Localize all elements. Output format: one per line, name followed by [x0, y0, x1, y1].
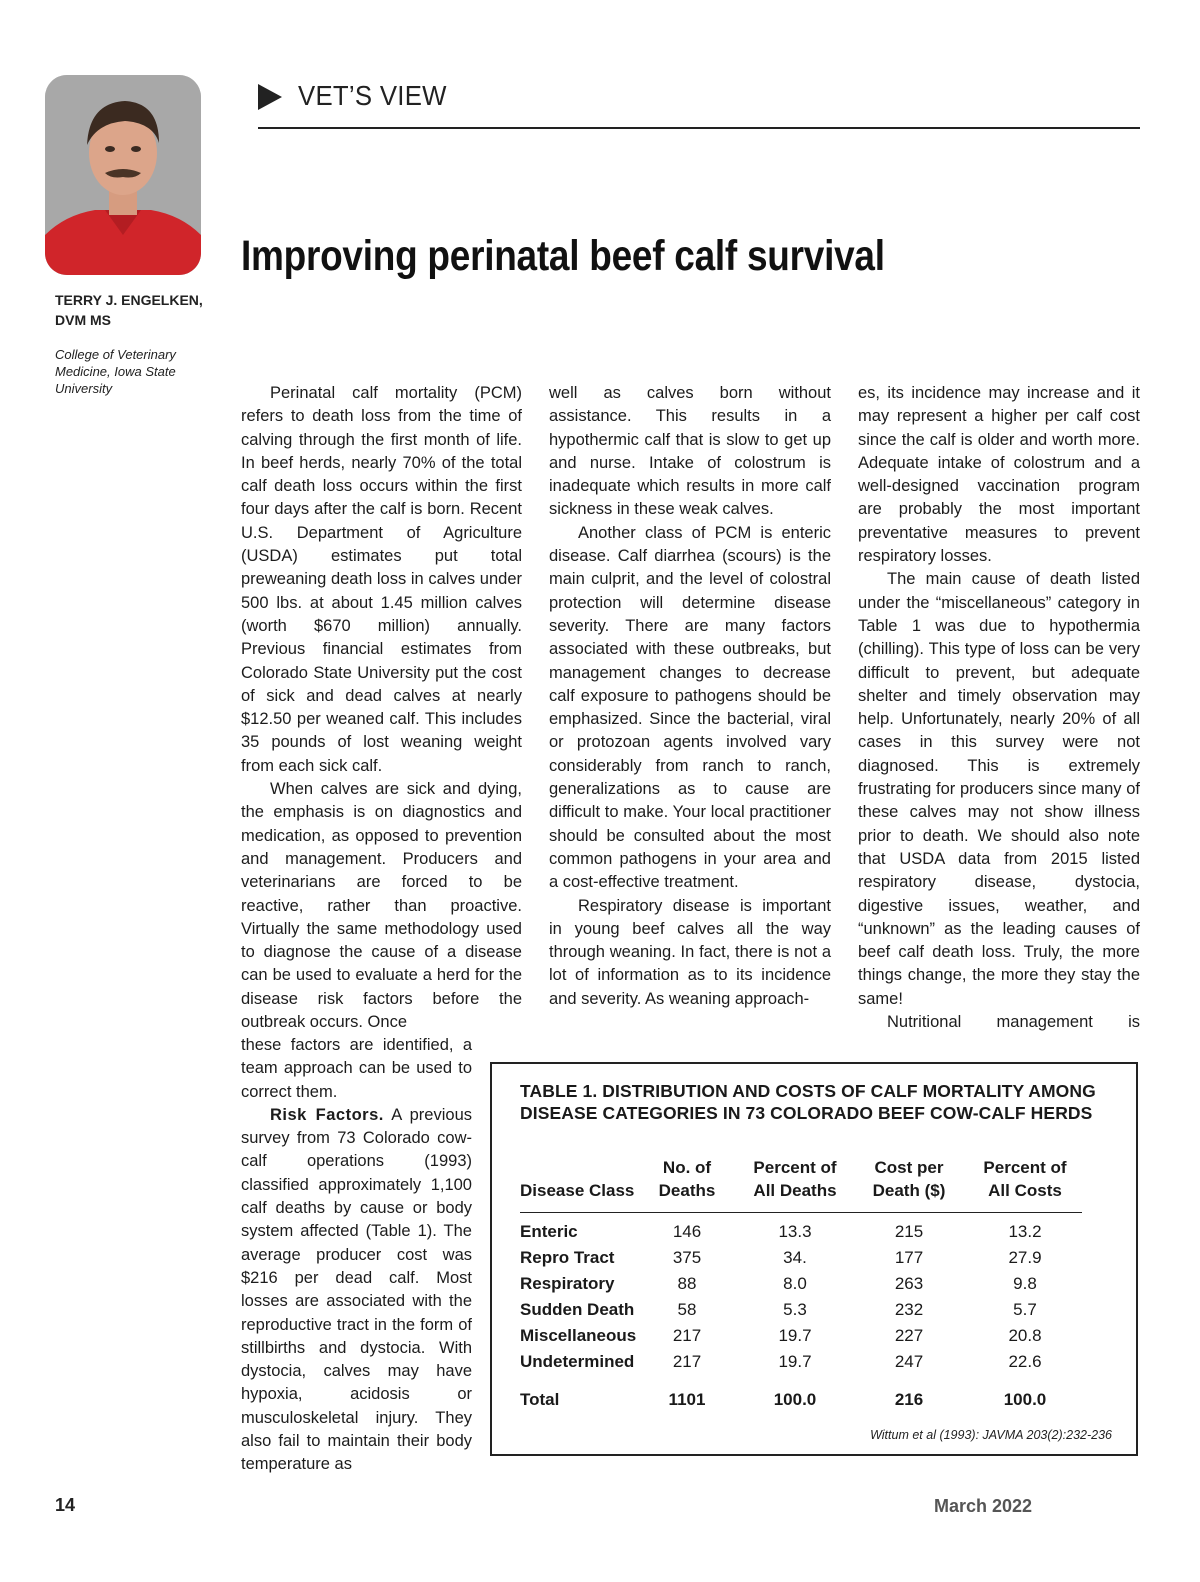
table-header-disease-class — [520, 1156, 646, 1202]
table-cell-label: Repro Tract — [520, 1248, 615, 1267]
issue-date: March 2022 — [934, 1496, 1033, 1516]
table-cell-value: 22.6 — [1008, 1352, 1042, 1371]
table-cell-value: 13.2 — [1008, 1222, 1042, 1241]
section-label: VET’S VIEW — [298, 80, 447, 111]
table-header-percent-deaths — [740, 1156, 850, 1202]
table-divider — [520, 1212, 1082, 1213]
paragraph: Perinatal calf mortality (PCM) refers to death loss from the time of calving through the first month of life. In beef herds, nearly 70% of the total calf death loss occurs within the first four days after the calf is born. Recent U.S. Department of Agriculture (USDA) estimates put total preweaning death loss in calves under 500 lbs. at about 1.45 million calves (worth $670 million) annually. Previous financial estimates from Colorado State University put the cost of sick and dead calves at nearly $12.50 per weaned calf. This includes 35 pounds of lost weaning weight from each sick calf. — [241, 384, 522, 775]
table-cell-value: 100.0 — [1003, 1390, 1047, 1409]
table-cell-value: 20.8 — [1008, 1326, 1042, 1345]
table-cell-value: 263 — [894, 1274, 924, 1293]
table-cell-value: 19.7 — [778, 1352, 812, 1371]
article-column-1-lower — [241, 1034, 472, 1477]
paragraph: When calves are sick and dying, the emphasis is on diagnostics and medication, as opposed to prevention and management. Producers and veterinarians are forced to be reactive, rather than proactive. Virtually the same methodology used to diagnose the cause of a disease can be used to evaluate a herd for the disease risk factors before the outbreak occurs. Once — [241, 780, 522, 1032]
table-cell-value: 217 — [672, 1326, 702, 1345]
paragraph: The main cause of death listed under the “miscellaneous” category in Table 1 was due to hypothermia (chilling). This type of loss can be very difficult to prevent, but adequate shelter and timely observation may help. Unfortunately, nearly 20% of all cases in this survey were not diagnosed. This is extremely frustrating for producers since many of these calves may not show illness prior to death. We should also note that USDA data from 2015 listed respiratory disease, dystocia, digestive issues, weather, and “unknown” as the leading causes of beef calf death loss. Truly, the more things change, the more they stay the same! — [858, 570, 1140, 1008]
table-cell-value: 217 — [672, 1352, 702, 1371]
table-cell-value: 27.9 — [1008, 1248, 1042, 1267]
paragraph: well as calves born without assistance. This results in a hypothermic calf that is slow to get up and nurse. Intake of colostrum is inadequate which results in more calf sickness in these weak calves. — [549, 384, 831, 519]
paragraph: es, its incidence may increase and it may represent a higher per calf cost since the calf is older and worth more. Adequate intake of colostrum and a well-designed vaccination program are probably the most important preventative measures to prevent respiratory losses. — [858, 384, 1140, 566]
table-cell-value: 8.0 — [783, 1274, 807, 1293]
risk-factors-heading: Risk Factors. — [270, 1105, 384, 1124]
table-cell-value: 232 — [894, 1300, 924, 1319]
header-line: Percent of — [983, 1158, 1067, 1177]
table-cell-value: 9.8 — [1013, 1274, 1037, 1293]
table-cell-value: 5.3 — [783, 1300, 807, 1319]
paragraph — [241, 1104, 472, 1477]
table-cell-label: Respiratory — [520, 1274, 615, 1293]
author-photo — [45, 75, 201, 275]
header-line: Percent of — [753, 1158, 837, 1177]
author-name: TERRY J. ENGELKEN, DVM MS — [55, 292, 203, 328]
table-row — [520, 1349, 1082, 1375]
table-cell-label: Total — [520, 1390, 560, 1409]
header-line: Death ($) — [872, 1181, 946, 1200]
table-row — [520, 1323, 1082, 1349]
table-cell-value: 34. — [783, 1248, 807, 1267]
table-cell-value: 5.7 — [1013, 1300, 1037, 1319]
header-divider — [258, 127, 1140, 129]
table-cell-value: 227 — [894, 1326, 924, 1345]
table-cell-value: 215 — [894, 1222, 924, 1241]
author-affiliation: College of Veterinary Medicine, Iowa State University — [55, 347, 176, 396]
table-cell-value: 216 — [894, 1390, 924, 1409]
table-row — [520, 1245, 1082, 1271]
table-cell-label: Sudden Death — [520, 1300, 635, 1319]
header-line: Deaths — [658, 1181, 716, 1200]
header-line — [520, 1156, 646, 1179]
table-cell-value: 88 — [677, 1274, 697, 1293]
table-cell-value: 19.7 — [778, 1326, 812, 1345]
table-header-cost — [856, 1156, 962, 1202]
paragraph: Nutritional management is — [887, 1013, 1140, 1032]
table-header-percent-costs — [968, 1156, 1082, 1202]
risk-factors-text: A previous survey from 73 Colorado cow-calf operations (1993) classified approximately 1,100 calf deaths by cause or body system affected (Table 1). The average producer cost was $216 per dead calf. Most losses are associated with the reproductive tract in the form of stillbirths and dystocia. With dystocia, calves may have hypoxia, acidosis or musculoskeletal injury. They also fail to maintain their body temperature as — [241, 1105, 472, 1474]
table-cell-label: Undetermined — [520, 1352, 635, 1371]
table-cell-value: 146 — [672, 1222, 702, 1241]
table-cell-value: 13.3 — [778, 1222, 812, 1241]
section-arrow-icon — [258, 84, 282, 110]
header-line: All Deaths — [753, 1181, 837, 1200]
article-column-2 — [549, 382, 831, 1011]
paragraph: these factors are identified, a team approach can be used to correct them. — [241, 1036, 472, 1101]
table-row — [520, 1297, 1082, 1323]
paragraph: Another class of PCM is enteric disease. Calf diarrhea (scours) is the main culprit, and the level of colostral protection will determine disease severity. There are many factors associated with these outbreaks, but management changes to decrease calf exposure to pathogens should be emphasized. Since the bacterial, viral or protozoan agents involved vary considerably from ranch to ranch, generalizations as to cause are difficult to make. Your local practitioner should be consulted about the most common pathogens in your area and a cost-effective treatment. — [549, 523, 831, 892]
article-column-1 — [241, 382, 522, 1034]
header-line: No. of — [662, 1158, 712, 1177]
table-cell-label: Miscellaneous — [520, 1326, 637, 1345]
table-header-deaths — [650, 1156, 724, 1202]
mortality-table — [490, 1062, 1138, 1456]
table-cell-value: 58 — [677, 1300, 697, 1319]
table-cell-value: 100.0 — [773, 1390, 817, 1409]
table-cell-value: 247 — [894, 1352, 924, 1371]
table-total — [520, 1387, 1082, 1413]
table-title: TABLE 1. DISTRIBUTION AND COSTS OF CALF MORTALITY AMONG DISEASE CATEGORIES IN 73 COLORADO BEEF COW-CALF HERDS — [520, 1081, 1096, 1123]
table-source: Wittum et al (1993): JAVMA 203(2):232-236 — [870, 1428, 1112, 1442]
paragraph: Respiratory disease is important in young beef calves all the way through weaning. In fact, there is not a lot of information as to its incidence and severity. As weaning approach- — [549, 896, 831, 1008]
table-cell-value: 177 — [894, 1248, 924, 1267]
header-line: Disease Class — [520, 1181, 635, 1200]
table-cell-label: Enteric — [520, 1222, 578, 1241]
header-line: All Costs — [988, 1181, 1062, 1200]
table-row — [520, 1219, 1082, 1245]
table-cell-value: 375 — [672, 1248, 702, 1267]
page-number: 14 — [55, 1495, 76, 1515]
article-column-3 — [858, 382, 1140, 1034]
table-cell-value: 1101 — [668, 1390, 706, 1409]
article-title: Improving perinatal beef calf survival — [241, 232, 885, 280]
header-line: Cost per — [874, 1158, 944, 1177]
table-row — [520, 1271, 1082, 1297]
